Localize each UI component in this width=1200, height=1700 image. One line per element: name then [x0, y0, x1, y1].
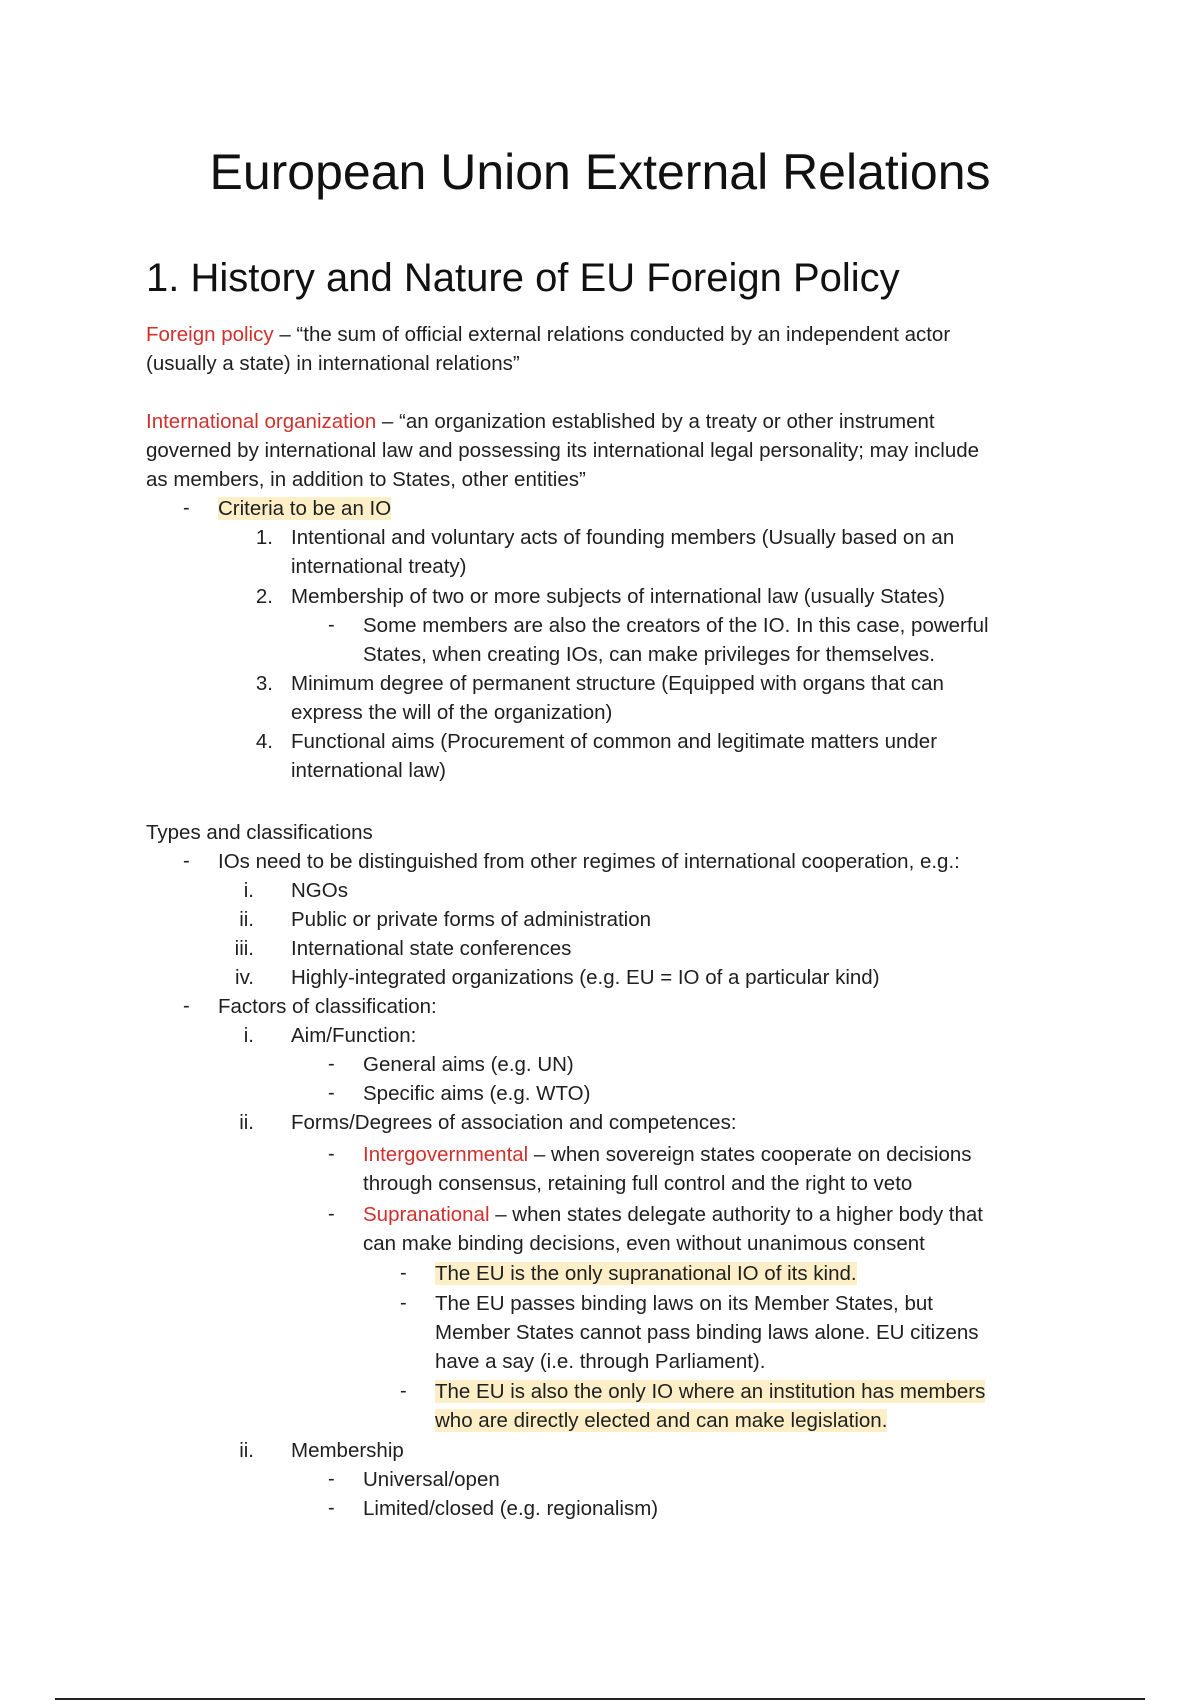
eu-note-1: The EU is the only supranational IO of its kind. [435, 1262, 857, 1285]
io-definition [146, 407, 935, 436]
criteria-label: Criteria to be an IO [218, 497, 392, 520]
foreign-policy-term: Foreign policy [146, 323, 274, 346]
distinguish-item-iii: International state conferences [291, 937, 572, 960]
criteria-item-4-line-1: Functional aims (Procurement of common and legitimate matters under [291, 730, 938, 753]
list-number: 2. [255, 585, 273, 608]
roman-numeral: i. [243, 879, 254, 902]
bullet-dash: - [328, 614, 335, 636]
membership-universal: Universal/open [363, 1468, 500, 1491]
document-title: European Union External Relations [209, 144, 991, 200]
io-text-line-3: as members, in addition to States, other entities” [146, 468, 586, 491]
bullet-dash: - [183, 850, 190, 872]
intergovernmental-line-2: through consensus, retaining full control and the right to veto [363, 1172, 913, 1195]
bullet-dash: - [183, 497, 190, 519]
distinguish-item-ii: Public or private forms of administration [291, 908, 652, 931]
criteria-item-2-sub-line-1: Some members are also the creators of the IO. In this case, powerful [363, 614, 989, 637]
roman-numeral: iii. [234, 937, 254, 960]
roman-numeral: ii. [239, 1111, 254, 1134]
factor-aim-function: Aim/Function: [291, 1024, 417, 1047]
list-number: 1. [255, 526, 273, 549]
eu-note-2-line-3: have a say (i.e. through Parliament). [435, 1350, 766, 1373]
criteria-item-4-line-2: international law) [291, 759, 446, 782]
criteria-item-3-line-1: Minimum degree of permanent structure (Equipped with organs that can [291, 672, 944, 695]
distinguish-item-i: NGOs [291, 879, 348, 902]
criteria-item-2: Membership of two or more subjects of international law (usually States) [291, 585, 946, 608]
bullet-dash: - [328, 1053, 335, 1075]
io-text-line-2: governed by international law and possessing its international legal personality; may include [146, 439, 980, 462]
eu-note-3-line-1: The EU is also the only IO where an institution has members [435, 1380, 986, 1403]
intergovernmental-term: Intergovernmental [363, 1143, 529, 1166]
roman-numeral: ii. [239, 1439, 254, 1462]
foreign-policy-definition [146, 320, 950, 349]
bullet-dash: - [400, 1380, 407, 1402]
io-term: International organization [146, 410, 377, 433]
distinguish-item-iv: Highly-integrated organizations (e.g. EU = IO of a particular kind) [291, 966, 880, 989]
criteria-item-2-sub-line-2: States, when creating IOs, can make privileges for themselves. [363, 643, 935, 666]
roman-numeral: ii. [239, 908, 254, 931]
supranational-definition: Supranational – when states delegate authority to a higher body that [363, 1203, 983, 1226]
supranational-line-2: can make binding decisions, even without unanimous consent [363, 1232, 925, 1255]
foreign-policy-text-line-2: (usually a state) in international relations” [146, 352, 520, 375]
eu-note-2-line-1: The EU passes binding laws on its Member States, but [435, 1292, 933, 1315]
bullet-dash: - [328, 1468, 335, 1490]
types-heading: Types and classifications [146, 821, 373, 844]
section-heading: 1. History and Nature of EU Foreign Policy [146, 256, 900, 300]
factor-membership: Membership [291, 1439, 404, 1462]
bullet-dash: - [328, 1143, 335, 1165]
criteria-item-1-line-2: international treaty) [291, 555, 467, 578]
criteria-item-3-line-2: express the will of the organization) [291, 701, 613, 724]
list-number: 4. [255, 730, 273, 753]
intergovernmental-definition: Intergovernmental – when sovereign states cooperate on decisions [363, 1143, 972, 1166]
membership-limited: Limited/closed (e.g. regionalism) [363, 1497, 659, 1520]
factor-aim-specific: Specific aims (e.g. WTO) [363, 1082, 591, 1105]
supranational-term: Supranational [363, 1203, 490, 1226]
bullet-dash: - [400, 1262, 407, 1284]
distinguish-text: IOs need to be distinguished from other regimes of international cooperation, e.g.: [218, 850, 960, 873]
eu-note-2-line-2: Member States cannot pass binding laws alone. EU citizens [435, 1321, 979, 1344]
factor-aim-general: General aims (e.g. UN) [363, 1053, 574, 1076]
bullet-dash: - [328, 1497, 335, 1519]
bullet-dash: - [183, 995, 190, 1017]
criteria-item-1-line-1: Intentional and voluntary acts of founding members (Usually based on an [291, 526, 955, 549]
bullet-dash: - [328, 1082, 335, 1104]
eu-note-3-line-2: who are directly elected and can make legislation. [435, 1409, 888, 1432]
foreign-policy-text-line-1: – “the sum of official external relations conducted by an independent actor [273, 323, 951, 346]
io-text-line-1: – “an organization established by a treaty or other instrument [376, 410, 935, 433]
factor-forms: Forms/Degrees of association and competences: [291, 1111, 737, 1134]
factors-text: Factors of classification: [218, 995, 437, 1018]
bullet-dash: - [328, 1203, 335, 1225]
roman-numeral: i. [243, 1024, 254, 1047]
roman-numeral: iv. [235, 966, 254, 989]
list-number: 3. [255, 672, 273, 695]
bullet-dash: - [400, 1292, 407, 1314]
